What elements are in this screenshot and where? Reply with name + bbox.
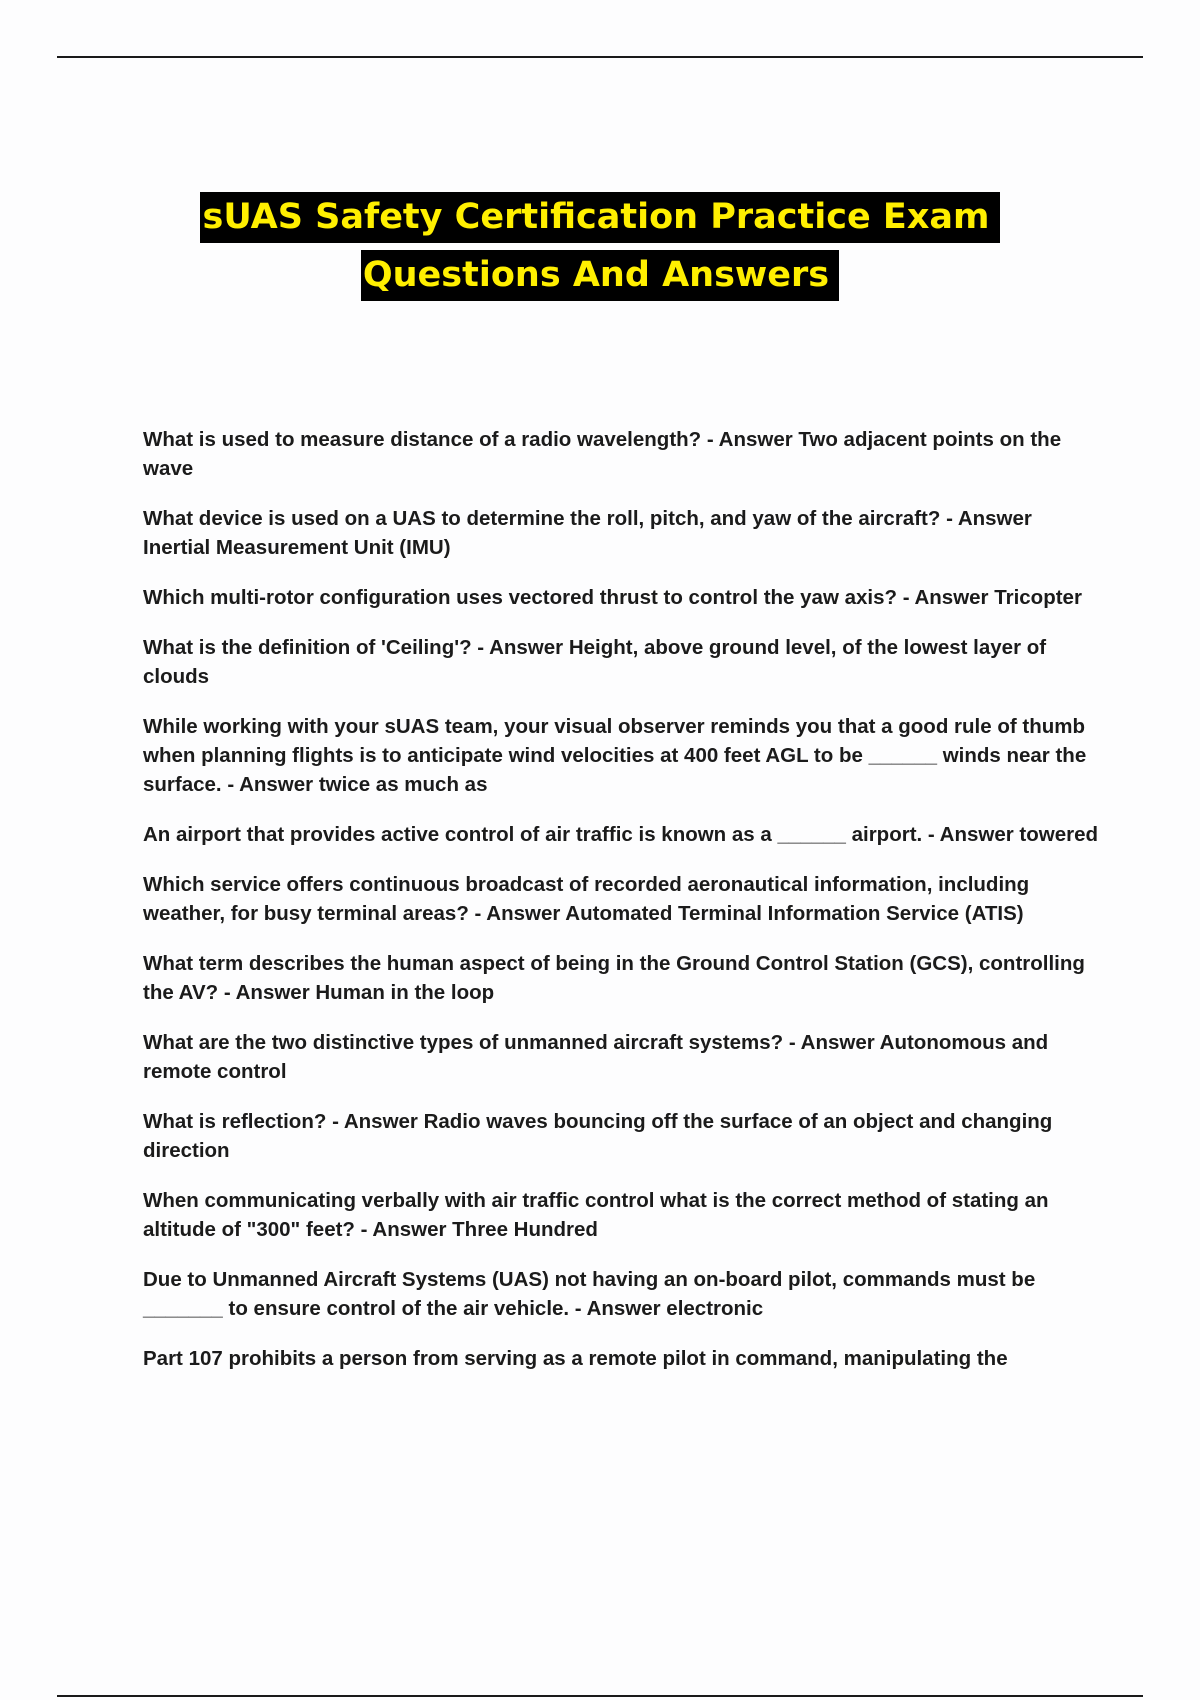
qa-item: Which service offers continuous broadcast of recorded aeronautical information, including weather, for busy terminal areas? - Answer Automated Terminal Information Service (ATIS) xyxy=(143,873,1030,925)
qa-item: What are the two distinctive types of unmanned aircraft systems? - Answer Autonomous and remote control xyxy=(143,1031,1049,1083)
document-title xyxy=(0,192,1200,301)
qa-item: What term describes the human aspect of being in the Ground Control Station (GCS), controlling the AV? - Answer Human in the loop xyxy=(143,952,1085,1004)
qa-item: What is the definition of 'Ceiling'? - Answer Height, above ground level, of the lowest layer of clouds xyxy=(143,636,1047,688)
qa-item: Due to Unmanned Aircraft Systems (UAS) not having an on-board pilot, commands must be _______ to ensure control of the air vehicle. - Answer electronic xyxy=(143,1268,1036,1320)
title-line-1: sUAS Safety Certification Practice Exam xyxy=(200,192,999,243)
qa-item: What is used to measure distance of a radio wavelength? - Answer Two adjacent points on the wave xyxy=(143,428,1062,480)
bottom-divider xyxy=(57,1695,1143,1697)
qa-list xyxy=(143,425,1103,1394)
qa-item: When communicating verbally with air traffic control what is the correct method of stating an altitude of "300" feet? - Answer Three Hundred xyxy=(143,1189,1049,1241)
qa-item: What is reflection? - Answer Radio waves bouncing off the surface of an object and changing direction xyxy=(143,1110,1053,1162)
qa-item: Which multi-rotor configuration uses vectored thrust to control the yaw axis? - Answer Tricopter xyxy=(143,586,1082,609)
qa-item: Part 107 prohibits a person from serving as a remote pilot in command, manipulating the xyxy=(143,1347,1008,1370)
qa-item: What device is used on a UAS to determine the roll, pitch, and yaw of the aircraft? - Answer Inertial Measurement Unit (IMU) xyxy=(143,507,1032,559)
qa-item: While working with your sUAS team, your visual observer reminds you that a good rule of thumb when planning flights is to anticipate wind velocities at 400 feet AGL to be ______ winds near the surface. - Answer twice as much as xyxy=(143,715,1087,796)
title-line-2: Questions And Answers xyxy=(361,250,839,301)
qa-item: An airport that provides active control of air traffic is known as a ______ airport. - Answer towered xyxy=(143,823,1099,846)
top-divider xyxy=(57,56,1143,58)
